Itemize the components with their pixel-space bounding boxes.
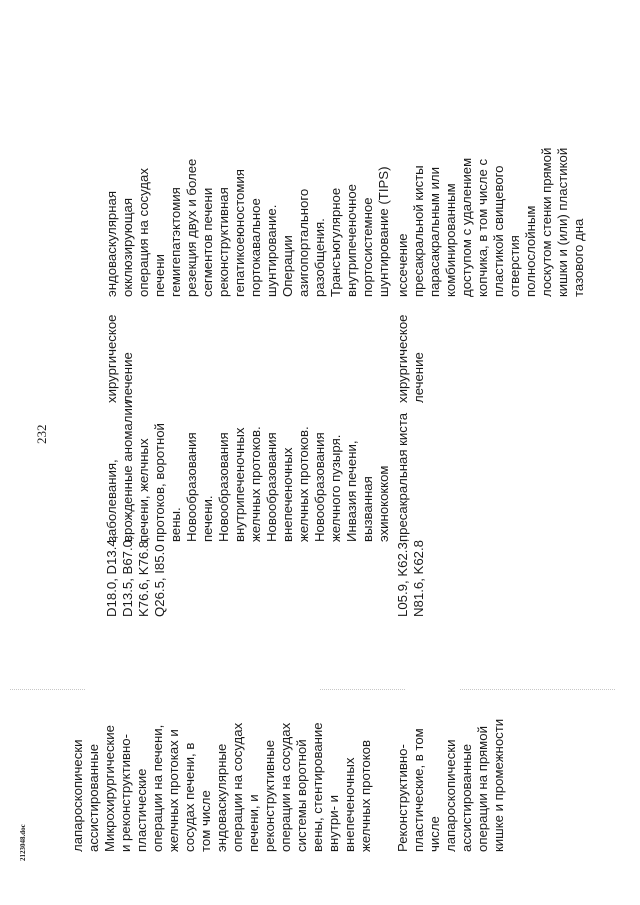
- text-line: протоков, воротной: [152, 423, 167, 542]
- text-line: L05.9, K62.3,: [395, 538, 410, 617]
- text-line: печени, и: [246, 794, 261, 852]
- text-line: полнослойным: [523, 205, 538, 297]
- text-line: ассистированные: [459, 743, 474, 852]
- text-line: операции на сосудах: [278, 722, 293, 852]
- row2-model-column: [395, 392, 411, 542]
- text-line: тазового дна: [571, 218, 586, 297]
- row2-method-column: [395, 127, 587, 297]
- row2-name-column: [395, 662, 507, 852]
- row1-name-column: [70, 662, 374, 852]
- text-line: пластические: [134, 768, 149, 852]
- text-line: том числе: [198, 790, 213, 852]
- text-line: врожденные аномалии: [120, 400, 135, 542]
- text-line: Трансъюгулярное: [328, 187, 343, 297]
- row2-treatment-column: [395, 293, 427, 403]
- text-line: копчика, в том числе с: [475, 158, 490, 297]
- text-line: Новообразования: [264, 432, 279, 542]
- page-number: 232: [34, 424, 49, 444]
- text-line: парасакральным или: [427, 167, 442, 297]
- text-line: отверстия: [507, 235, 522, 297]
- text-line: пластикой свищевого: [491, 165, 506, 297]
- text-line: Новообразования: [216, 432, 231, 542]
- text-line: операции на прямой: [475, 726, 490, 852]
- text-line: реконструктивная: [216, 187, 231, 297]
- text-line: хирургическое: [104, 314, 119, 403]
- text-line: пресакральная киста: [395, 412, 410, 542]
- text-line: печени.: [200, 495, 215, 542]
- text-line: Q26.5, I85.0: [152, 544, 167, 617]
- text-line: желчных протоков.: [296, 426, 311, 542]
- text-line: кишке и промежности: [491, 718, 506, 852]
- text-line: вены, стентирование: [310, 722, 325, 852]
- text-line: пластические, в том: [411, 728, 426, 852]
- text-line: доступом с удалением: [459, 157, 474, 297]
- text-line: хирургическое: [395, 314, 410, 403]
- text-line: реконструктивные: [262, 739, 277, 852]
- text-line: сосудах печени, в: [182, 742, 197, 852]
- text-line: окклюзирующая: [120, 197, 135, 297]
- row1-treatment-column: [104, 293, 136, 403]
- text-line: заболевания,: [104, 459, 119, 542]
- text-line: числе: [427, 816, 442, 852]
- document-code: 2123048.doc: [19, 824, 27, 861]
- text-line: лапароскопически: [443, 739, 458, 852]
- text-line: Инвазия печени,: [344, 440, 359, 542]
- text-line: внутрипеченочных: [232, 427, 247, 542]
- text-line: лечение: [120, 352, 135, 403]
- row1-model-column: [104, 392, 392, 542]
- text-line: K76.6, K76.8,: [136, 537, 151, 617]
- text-line: шунтирование.: [264, 204, 279, 297]
- text-line: Реконструктивно-: [395, 744, 410, 852]
- text-line: внутрипеченочное: [344, 183, 359, 297]
- text-line: системы воротной: [294, 739, 309, 852]
- text-line: D13.5, B67.0,: [120, 536, 135, 617]
- text-line: N81.6, K62.8: [411, 540, 426, 617]
- text-line: внепеченочных: [280, 447, 295, 542]
- text-line: эхинококком: [376, 465, 391, 542]
- text-line: внутри- и: [326, 794, 341, 852]
- text-line: лапароскопически: [70, 739, 85, 852]
- text-line: ассистированные: [86, 743, 101, 852]
- text-line: желчных протоках и: [166, 729, 181, 852]
- text-line: операция на сосудах: [136, 168, 151, 297]
- text-line: операции на сосудах: [230, 722, 245, 852]
- text-line: вызванная: [360, 476, 375, 542]
- text-line: портосистемное: [360, 197, 375, 297]
- text-line: печени, желчных: [136, 438, 151, 542]
- text-line: гемигепатэктомия: [168, 187, 183, 297]
- text-line: эндоваскулярная: [104, 191, 119, 297]
- text-line: и реконструктивно-: [118, 734, 133, 852]
- text-line: операции на печени,: [150, 724, 165, 852]
- text-line: комбинированным: [443, 183, 458, 297]
- text-line: желчных протоков: [358, 739, 373, 852]
- text-line: лоскутом стенки прямой: [539, 147, 554, 297]
- text-line: эндоваскулярные: [214, 743, 229, 852]
- text-line: печени: [152, 254, 167, 297]
- text-line: гепатикоеюностомия: [232, 169, 247, 297]
- text-line: иссечение: [395, 233, 410, 297]
- text-line: портокавальное: [248, 198, 263, 297]
- text-line: кишки и (или) пластикой: [555, 147, 570, 297]
- text-line: шунтирование (TIPS): [376, 166, 391, 297]
- text-line: Новообразования: [312, 432, 327, 542]
- text-line: пресакральной кисты: [411, 165, 426, 297]
- text-line: D18.0, D13.4,: [104, 535, 119, 617]
- text-line: разобщения.: [312, 218, 327, 297]
- text-line: Микрохирургические: [102, 724, 117, 852]
- text-line: желчных протоков.: [248, 426, 263, 542]
- text-line: внепеченочных: [342, 757, 357, 852]
- text-line: желчного пузыря.: [328, 434, 343, 542]
- text-line: Новообразования: [184, 432, 199, 542]
- text-line: азигопортального: [296, 188, 311, 297]
- text-line: лечение: [411, 352, 426, 403]
- row1-method-column: [104, 127, 392, 297]
- text-line: Операции: [280, 235, 295, 297]
- text-line: резекция двух и более: [184, 158, 199, 297]
- text-line: сегментов печени: [200, 187, 215, 297]
- text-line: вены.: [168, 507, 183, 542]
